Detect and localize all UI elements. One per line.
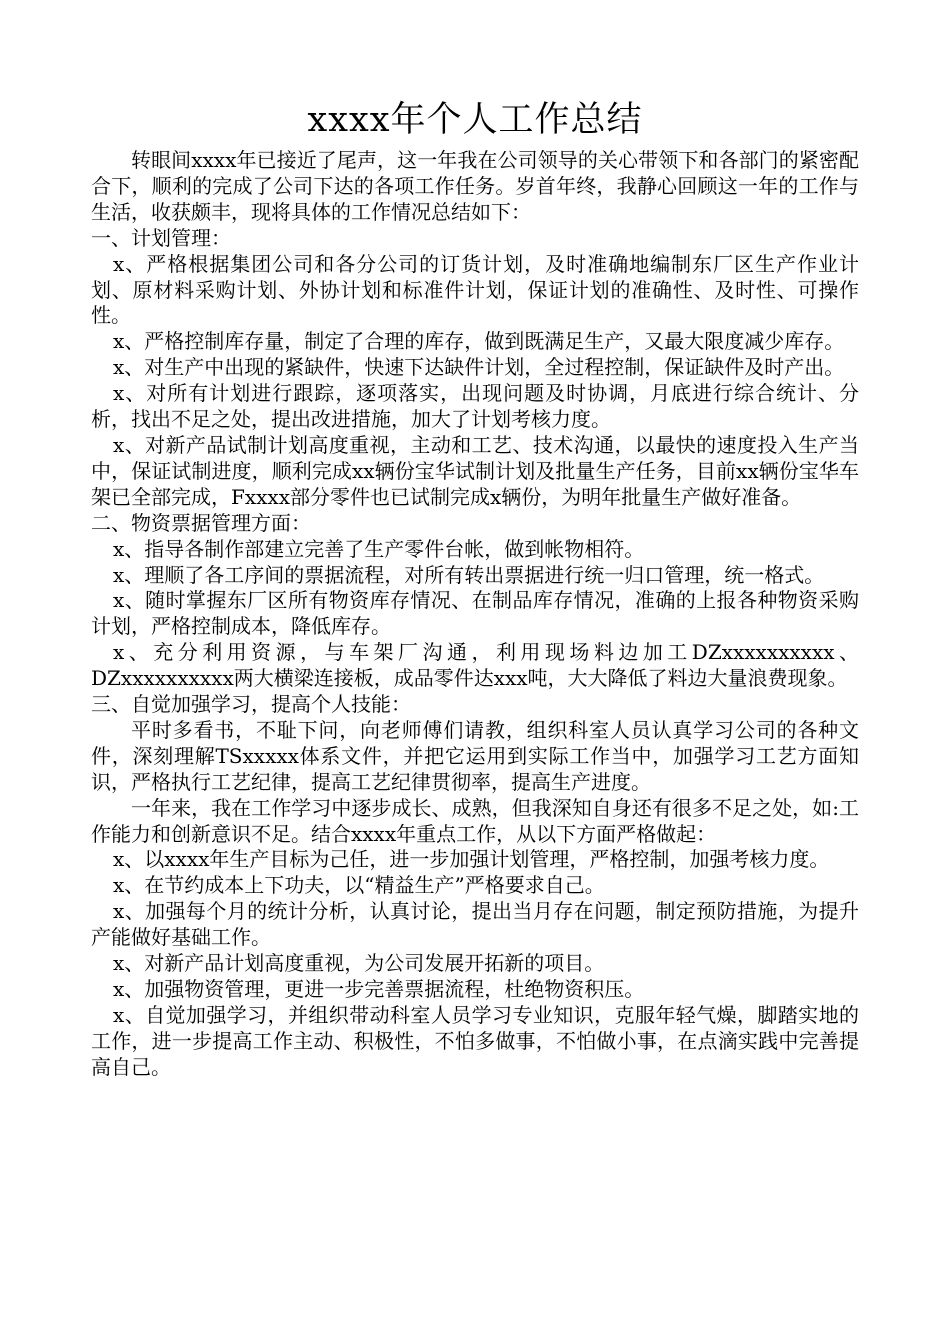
plan-next-year-item: x、以xxxx年生产目标为己任，进一步加强计划管理，严格控制，加强考核力度。 bbox=[113, 847, 830, 872]
section-heading-plan: 一、计划管理： bbox=[91, 225, 231, 250]
document-page bbox=[91, 98, 859, 1081]
plan-item: x、对生产中出现的紧缺件，快速下达缺件计划，全过程控制，保证缺件及时产出。 bbox=[113, 355, 845, 380]
plan-next-year-item: x、在节约成本上下功夫，以“精益生产”严格要求自己。 bbox=[113, 873, 605, 898]
learning-paragraph: 平时多看书，不耻下问，向老师傅们请教，组织科室人员认真学习公司的各种文件，深刻理解TSxxxxx体系文件，并把它运用到实际工作当中，加强学习工艺方面知识，严格执行工艺纪律，提高工艺纪律贯彻率，提高生产进度。 bbox=[91, 717, 859, 794]
materials-item: x、随时掌握东厂区所有物资库存情况、在制品库存情况，准确的上报各种物资采购计划，严格控制成本，降低库存。 bbox=[91, 588, 859, 639]
plan-next-year-item: x、加强每个月的统计分析，认真讨论，提出当月存在问题，制定预防措施，为提升产能做好基础工作。 bbox=[91, 899, 859, 950]
plan-next-year-item: x、对新产品计划高度重视，为公司发展开拓新的项目。 bbox=[113, 951, 605, 976]
plan-item: x、严格根据集团公司和各分公司的订货计划，及时准确地编制东厂区生产作业计划、原材料采购计划、外协计划和标准件计划，保证计划的准确性、及时性、可操作性。 bbox=[91, 251, 859, 328]
plan-next-year-item: x、自觉加强学习，并组织带动科室人员学习专业知识，克服年轻气燥，脚踏实地的工作，进一步提高工作主动、积极性，不怕多做事，不怕做小事，在点滴实践中完善提高自己。 bbox=[91, 1002, 859, 1079]
materials-item: x、充分利用资源，与车架厂沟通，利用现场料边加工DZxxxxxxxxxx、DZxxxxxxxxxx两大横梁连接板，成品零件达xxx吨，大大降低了料边大量浪费现象。 bbox=[91, 640, 859, 691]
materials-item: x、指导各制作部建立完善了生产零件台帐，做到帐物相符。 bbox=[113, 536, 645, 561]
plan-item: x、对新产品试制计划高度重视，主动和工艺、技术沟通，以最快的速度投入生产当中，保证试制进度，顺利完成xx辆份宝华试制计划及批量生产任务，目前xx辆份宝华车架已全部完成，Fxxxx部分零件也已试制完成x辆份，为明年批量生产做好准备。 bbox=[91, 432, 859, 509]
document-title: xxxx年个人工作总结 bbox=[307, 100, 643, 140]
plan-item: x、对所有计划进行跟踪，逐项落实，出现问题及时协调，月底进行综合统计、分析，找出不足之处，提出改进措施，加大了计划考核力度。 bbox=[91, 381, 859, 432]
plan-next-year-item: x、加强物资管理，更进一步完善票据流程，杜绝物资积压。 bbox=[113, 977, 645, 1001]
section-heading-learning: 三、自觉加强学习，提高个人技能： bbox=[91, 692, 411, 717]
intro-paragraph: 转眼间xxxx年已接近了尾声，这一年我在公司领导的关心带领下和各部门的紧密配合下，顺利的完成了公司下达的各项工作任务。岁首年终，我静心回顾这一年的工作与生活，收获颇丰，现将具体的工作情况总结如下： bbox=[91, 148, 859, 224]
plan-item: x、严格控制库存量，制定了合理的库存，做到既满足生产，又最大限度减少库存。 bbox=[113, 329, 845, 354]
section-heading-materials: 二、物资票据管理方面： bbox=[91, 510, 311, 535]
materials-item: x、理顺了各工序间的票据流程，对所有转出票据进行统一归口管理，统一格式。 bbox=[113, 562, 825, 587]
reflection-paragraph: 一年来，我在工作学习中逐步成长、成熟，但我深知自身还有很多不足之处，如:工作能力和创新意识不足。结合xxxx年重点工作，从以下方面严格做起： bbox=[91, 795, 859, 846]
